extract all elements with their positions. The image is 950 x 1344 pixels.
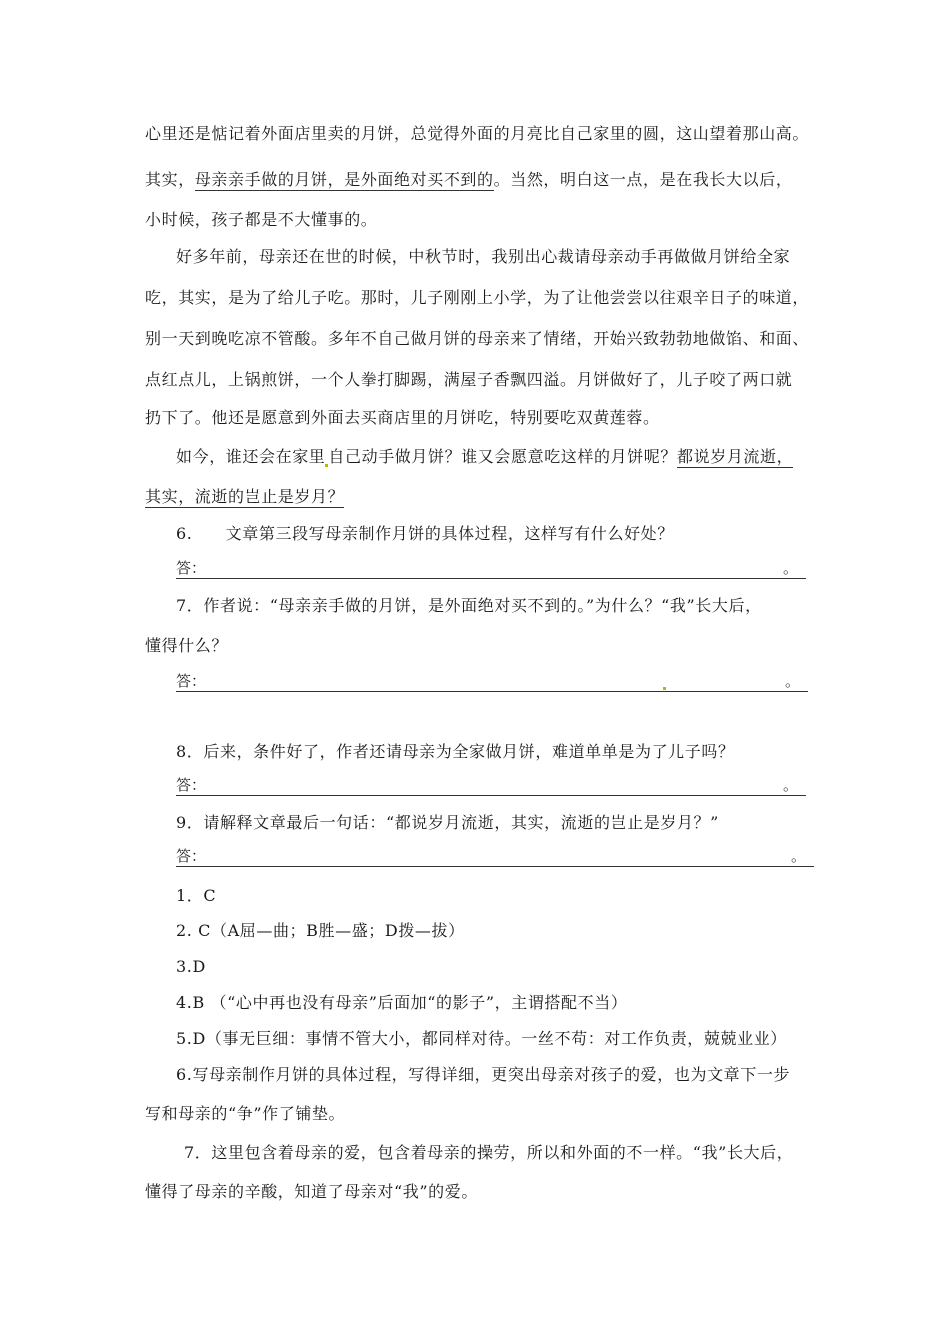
answer-end: 。 [790, 847, 806, 865]
passage-line: 别一天到晚吃凉不管酸。多年不自己做月饼的母亲来了情绪，开始兴致勃勃地做馅、和面、 [145, 329, 810, 348]
answer-line [176, 846, 814, 867]
answer-end: 。 [782, 776, 798, 794]
question-6: 6. 文章第三段写母亲制作月饼的具体过程，这样写有什么好处？ [176, 524, 674, 543]
passage-line: 吃，其实，是为了给儿子吃。那时，儿子刚刚上小学，为了让他尝尝以往艰辛日子的味道， [145, 288, 810, 307]
mark [663, 687, 666, 690]
question-7: 懂得什么？ [145, 636, 229, 655]
passage-line: 点红点儿，上锅煎饼，一个人拳打脚踢，满屋子香飘四溢。月饼做好了，儿子咬了两口就 [145, 370, 793, 389]
answer-6: 6.写母亲制作月饼的具体过程，写得详细，更突出母亲对孩子的爱，也为文章下一步 [176, 1065, 791, 1084]
answer-7: 懂得了母亲的辛酸，知道了母亲对“我”的爱。 [145, 1182, 478, 1201]
question-9: 9．请解释文章最后一句话：“都说岁月流逝，其实，流逝的岂止是岁月？” [176, 813, 719, 832]
passage-line [145, 487, 344, 507]
passage-line: 心里还是惦记着外面店里卖的月饼，总觉得外面的月亮比自己家里的圆，这山望着那山高。 [145, 124, 810, 143]
answer-label: 答： [176, 847, 207, 865]
text: 如今，谁还会在家里 [176, 447, 326, 466]
question-7: 7．作者说：“母亲亲手做的月饼，是外面绝对买不到的。”为什么？“我”长大后， [176, 596, 762, 615]
text: 。当然，明白这一点，是在我长大以后， [493, 170, 793, 189]
answer-5: 5.D（事无巨细：事情不管大小，都同样对待。一丝不苟：对工作负责，兢兢业业） [176, 1029, 787, 1048]
text: 其实， [145, 170, 195, 189]
passage-line: 好多年前，母亲还在世的时候，中秋节时，我别出心裁请母亲动手再做做月饼给全家 [176, 247, 791, 266]
passage-line [145, 170, 792, 190]
answer-line [176, 558, 806, 579]
underlined-text: 母亲亲手做的月饼，是外面绝对买不到的 [194, 170, 494, 189]
answer-6: 写和母亲的“争”作了铺垫。 [145, 1104, 346, 1123]
text: 自己动手做月饼？谁又会愿意吃这样的月饼呢？ [328, 447, 678, 466]
answer-label: 答： [176, 672, 207, 690]
answer-2: 2. C（A屈—曲；B胜—盛；D拨—拔） [176, 921, 465, 940]
answer-label: 答： [176, 559, 207, 577]
underlined-text: 其实，流逝的岂止是岁月？ [145, 487, 345, 506]
answer-end: 。 [784, 672, 800, 690]
answer-line [176, 775, 806, 796]
answer-line [176, 671, 808, 692]
answer-label: 答： [176, 776, 207, 794]
passage-line [176, 447, 793, 467]
answer-7: 7．这里包含着母亲的爱，包含着母亲的操劳，所以和外面的不一样。“我”长大后， [184, 1143, 794, 1162]
question-8: 8．后来，条件好了，作者还请母亲为全家做月饼，难道单单是为了儿子吗？ [176, 742, 735, 761]
passage-line: 小时候，孩子都是不大懂事的。 [145, 210, 378, 229]
answer-4: 4.B （“心中再也没有母亲”后面加“的影子”，主谓搭配不当） [176, 993, 628, 1012]
underlined-text: 都说岁月流逝， [677, 447, 794, 466]
passage-line: 扔下了。他还是愿意到外面去买商店里的月饼吃，特别要吃双黄莲蓉。 [145, 408, 660, 427]
answer-1: 1．C [176, 886, 217, 905]
answer-end: 。 [782, 559, 798, 577]
answer-3: 3.D [176, 957, 206, 976]
